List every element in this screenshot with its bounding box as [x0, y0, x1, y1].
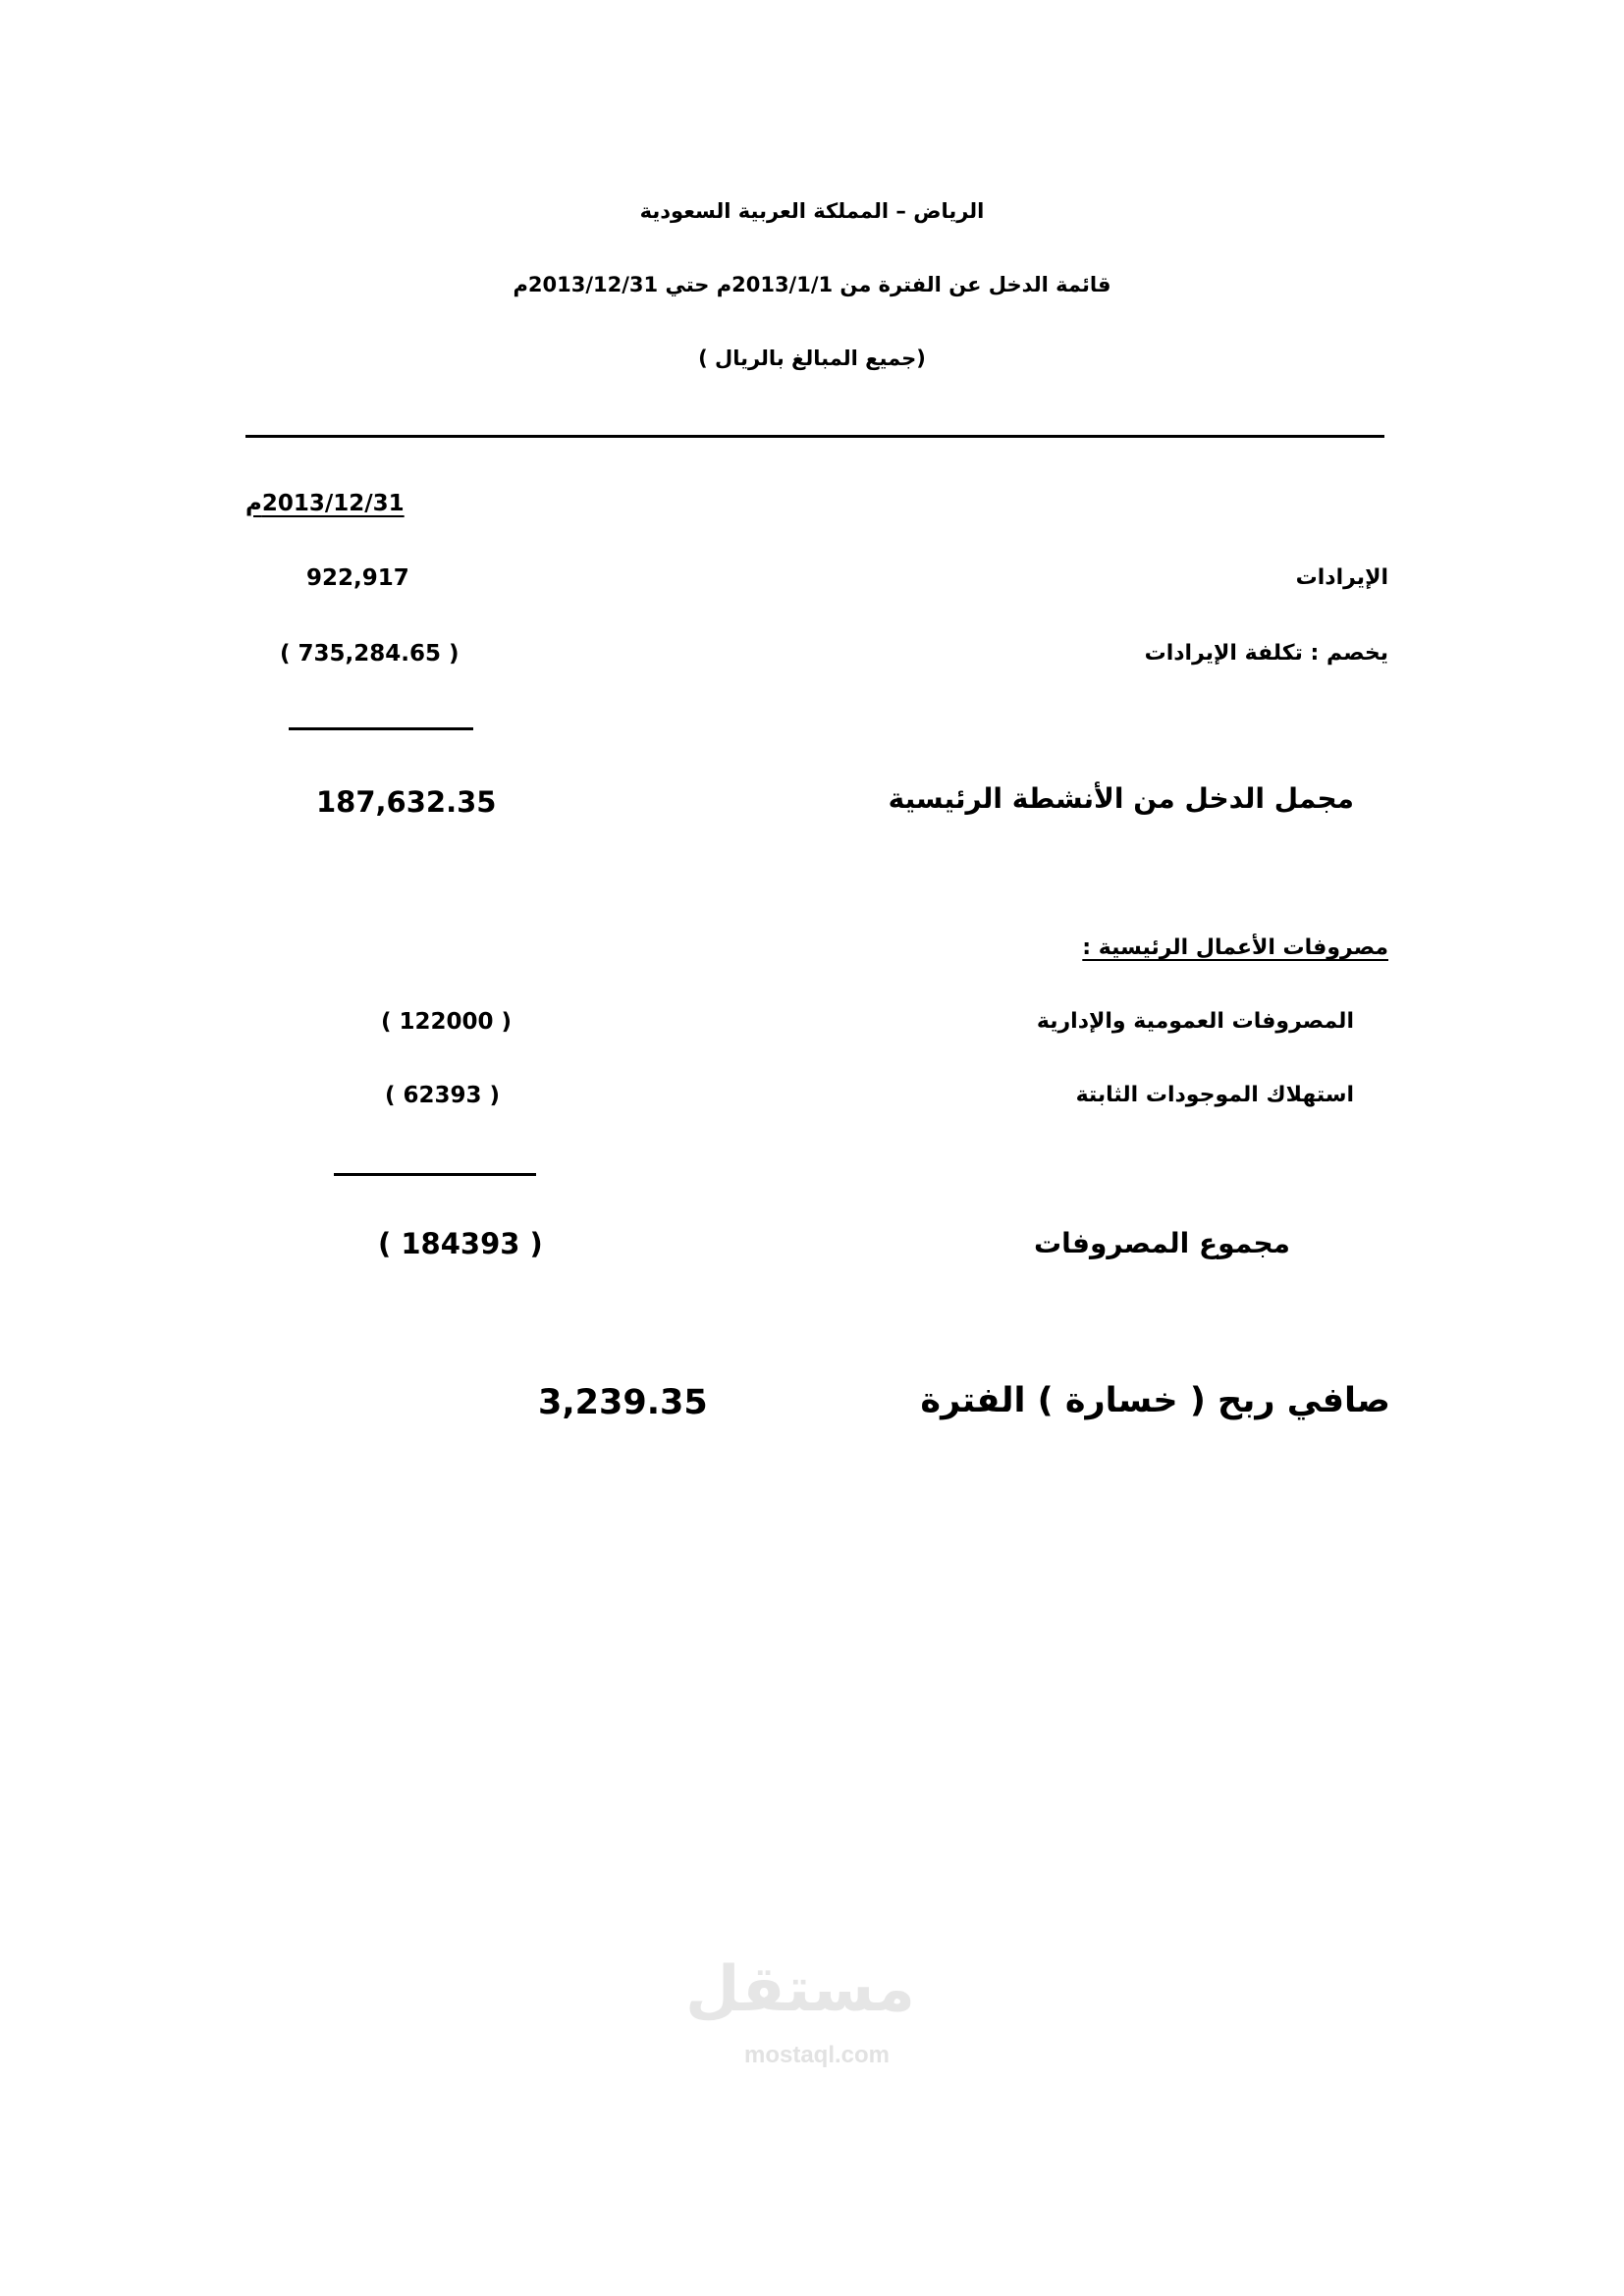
expense-item-value: ( 62393 )	[385, 1083, 501, 1108]
subtotal-rule	[289, 727, 473, 730]
gross-income-value: 187,632.35	[316, 785, 497, 819]
gross-income-label: مجمل الدخل من الأنشطة الرئيسية	[888, 782, 1354, 815]
header-divider	[245, 435, 1384, 438]
expense-item-value: ( 122000 )	[381, 1009, 513, 1035]
watermark-logo: مستقل	[684, 1953, 915, 2026]
net-result-value: 3,239.35	[538, 1383, 708, 1422]
statement-title: قائمة الدخل عن الفترة من 2013/1/1م حتي 2013/12/31م	[513, 273, 1111, 296]
total-expenses-value: ( 184393 )	[378, 1227, 543, 1260]
net-result-label: صافي ربح ( خسارة ) الفترة	[920, 1381, 1390, 1420]
operating-expenses-heading: مصروفات الأعمال الرئيسية :	[1082, 935, 1388, 960]
expense-item-label: استهلاك الموجودات الثابتة	[1075, 1083, 1354, 1107]
watermark-url: mostaql.com	[743, 2042, 891, 2068]
expenses-subtotal-rule	[334, 1173, 536, 1176]
expense-item-label: المصروفات العمومية والإدارية	[1036, 1009, 1354, 1034]
header-location: الرياض – المملكة العربية السعودية	[639, 199, 985, 223]
cost-of-revenue-value: ( 735,284.65 )	[280, 641, 460, 667]
revenues-label: الإيرادات	[1295, 565, 1388, 590]
cost-of-revenue-label: يخصم : تكلفة الإيرادات	[1144, 641, 1388, 666]
column-date-header: 2013/12/31م	[245, 491, 405, 516]
total-expenses-label: مجموع المصروفات	[1034, 1227, 1290, 1259]
revenues-value: 922,917	[306, 565, 409, 591]
currency-note: (جميع المبالغ بالريال )	[698, 347, 926, 370]
